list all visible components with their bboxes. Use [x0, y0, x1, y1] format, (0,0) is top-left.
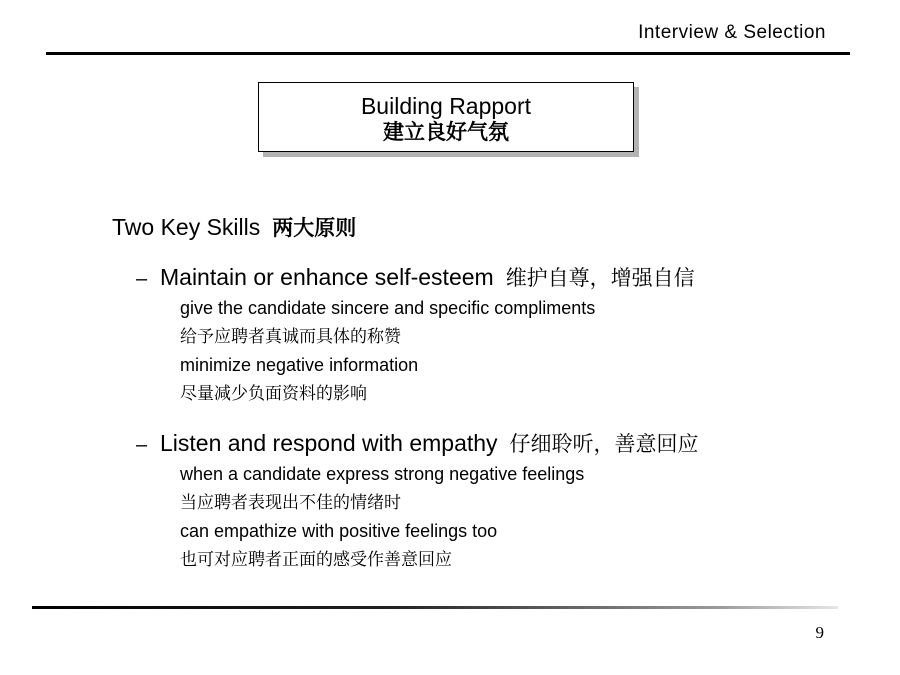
skill-label: Listen and respond with empathy: [160, 430, 498, 456]
skill-label-chinese: 维护自尊，增强自信: [505, 266, 695, 290]
footer-divider: [32, 606, 838, 609]
skill-detail: minimize negative information: [180, 355, 419, 375]
header-title: Interview & Selection: [638, 22, 826, 43]
skill-detail: give the candidate sincere and specific compliments: [180, 298, 596, 318]
section-heading: [112, 212, 356, 242]
skill-detail-chinese: 尽量减少负面资料的影响: [180, 383, 367, 404]
skill-detail: when a candidate express strong negative feelings: [180, 464, 585, 484]
dash-bullet: –: [136, 268, 148, 290]
skill-item: [136, 428, 699, 574]
skill-item: [136, 262, 695, 408]
header-divider: [46, 52, 850, 55]
slide-title-box: [258, 82, 634, 152]
slide-title-chinese: 建立良好气氛: [383, 120, 509, 144]
skill-detail-chinese: 也可对应聘者正面的感受作善意回应: [180, 549, 452, 570]
skill-heading: [136, 428, 699, 460]
skill-detail-chinese: 给予应聘者真诚而具体的称赞: [180, 326, 401, 347]
page-number: 9: [815, 623, 824, 642]
skill-label: Maintain or enhance self-esteem: [160, 264, 494, 290]
skill-label-chinese: 仔细聆听，善意回应: [509, 432, 699, 456]
skill-detail-chinese: 当应聘者表现出不佳的情绪时: [180, 492, 401, 513]
dash-bullet: –: [136, 434, 148, 456]
section-heading-english: Two Key Skills: [112, 214, 261, 240]
section-heading-chinese: 两大原则: [272, 216, 357, 240]
skill-detail: can empathize with positive feelings too: [180, 521, 498, 541]
slide-title-english: Building Rapport: [360, 93, 532, 119]
skill-heading: [136, 262, 695, 294]
